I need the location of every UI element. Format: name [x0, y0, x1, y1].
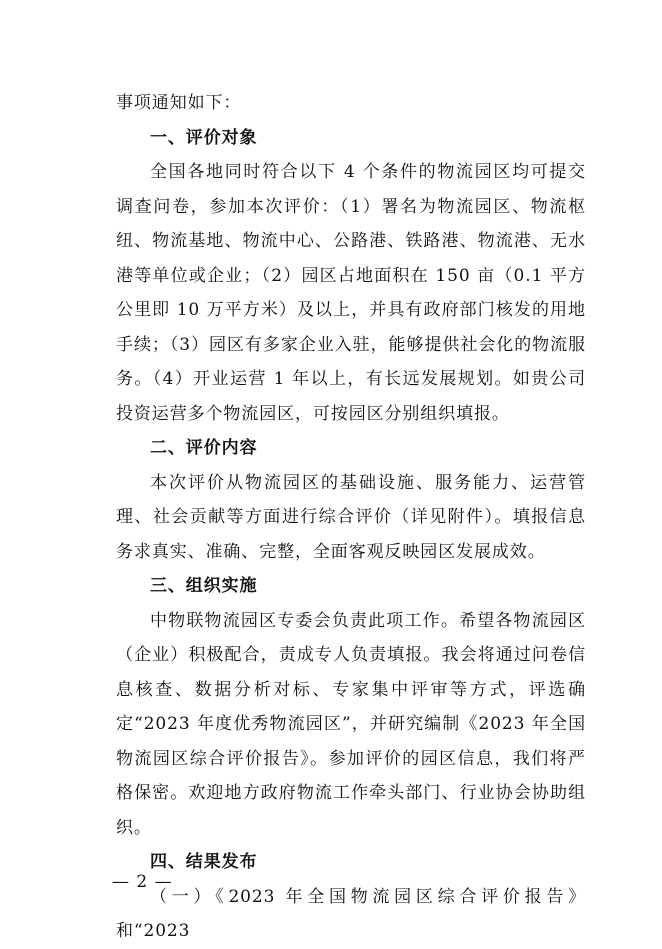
section-heading-organization: 三、组织实施 [150, 576, 258, 596]
page-number: — 2 — [112, 872, 173, 892]
section-body-evaluation-target: 全国各地同时符合以下 4 个条件的物流园区均可提交调查问卷，参加本次评价：（1）署名为物流园区、物流枢纽、物流基地、物流中心、公路港、铁路港、物流港、无水港等单位或企业；（2）园区占地面积在 150 亩（0.1 平方公里即 10 万平方米）及以上，并具有政府部门核发的用地手续；（3）园区有多家企业入驻，能够提供社会化的物流服务。（4）开业运营 1 年以上，有长远发展规划。如贵公司投资运营多个物流园区，可按园区分别组织填报。 [116, 162, 586, 424]
document-body [116, 86, 586, 949]
section-body-results-release: （一）《2023 年全国物流园区综合评价报告》和“2023 [116, 886, 586, 941]
section-heading-results-release: 四、结果发布 [150, 852, 258, 872]
section-heading-evaluation-content: 二、评价内容 [150, 438, 258, 458]
section-body-organization: 中物联物流园区专委会负责此项工作。希望各物流园区（企业）积极配合，责成专人负责填报。我会将通过问卷信息核查、数据分析对标、专家集中评审等方式，评选确定“2023 年度优秀物流园区”，并研究编制《2023 年全国物流园区综合评价报告》。参加评价的园区信息，我们将严格保密。欢迎地方政府物流工作牵头部门、行业协会协助组织。 [116, 610, 586, 838]
intro-text: 事项通知如下： [116, 93, 242, 113]
section-body-evaluation-content: 本次评价从物流园区的基础设施、服务能力、运营管理、社会贡献等方面进行综合评价（详见附件）。填报信息务求真实、准确、完整，全面客观反映园区发展成效。 [116, 472, 586, 562]
section-heading-evaluation-target: 一、评价对象 [150, 127, 258, 148]
